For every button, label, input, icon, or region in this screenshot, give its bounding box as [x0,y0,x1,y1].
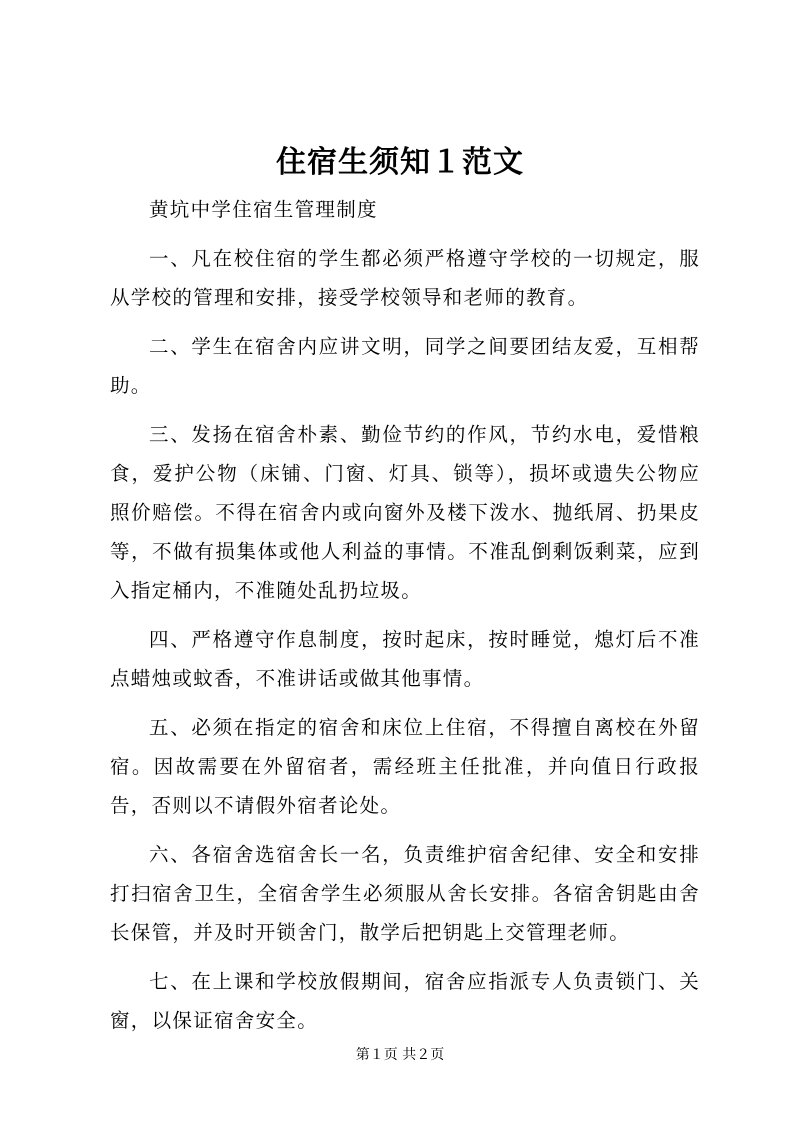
paragraph-heading: 黄坑中学住宿生管理制度 [149,198,378,221]
paragraph-rule-2: 二、学生在宿舍内应讲文明，同学之间要团结友爱，互相帮助。 [110,335,700,397]
paragraph-rule-1: 一、凡在校住宿的学生都必须严格遵守学校的一切规定，服从学校的管理和安排，接受学校领导和老师的教育。 [110,247,700,309]
document-title: 住宿生须知１范文 [276,145,524,180]
paragraph-rule-4: 四、严格遵守作息制度，按时起床，按时睡觉，熄灯后不准点蜡烛或蚊香，不准讲话或做其他事情。 [110,628,700,690]
document-body [110,190,700,1050]
paragraph-rule-3: 三、发扬在宿舍朴素、勤俭节约的作风，节约水电，爱惜粮食，爱护公物（床铺、门窗、灯具、锁等），损坏或遗失公物应照价赔偿。不得在宿舍内或向窗外及楼下泼水、抛纸屑、扔果皮等，不做有损集体或他人利益的事情。不准乱倒剩饭剩菜，应到入指定桶内，不准随处乱扔垃圾。 [110,423,700,602]
paragraph-rule-7: 七、在上课和学校放假期间，宿舍应指派专人负责锁门、关窗，以保证宿舍安全。 [110,970,700,1032]
paragraph-rule-6: 六、各宿舍选宿舍长一名，负责维护宿舍纪律、安全和安排打扫宿舍卫生，全宿舍学生必须服从舍长安排。各宿舍钥匙由舍长保管，并及时开锁舍门，散学后把钥匙上交管理老师。 [110,843,700,944]
paragraph-rule-5: 五、必须在指定的宿舍和床位上住宿，不得擅自离校在外留宿。因故需要在外留宿者，需经班主任批准，并向值日行政报告，否则以不请假外宿者论处。 [110,716,700,817]
page-footer: 第１页 共２页 [355,1047,445,1063]
